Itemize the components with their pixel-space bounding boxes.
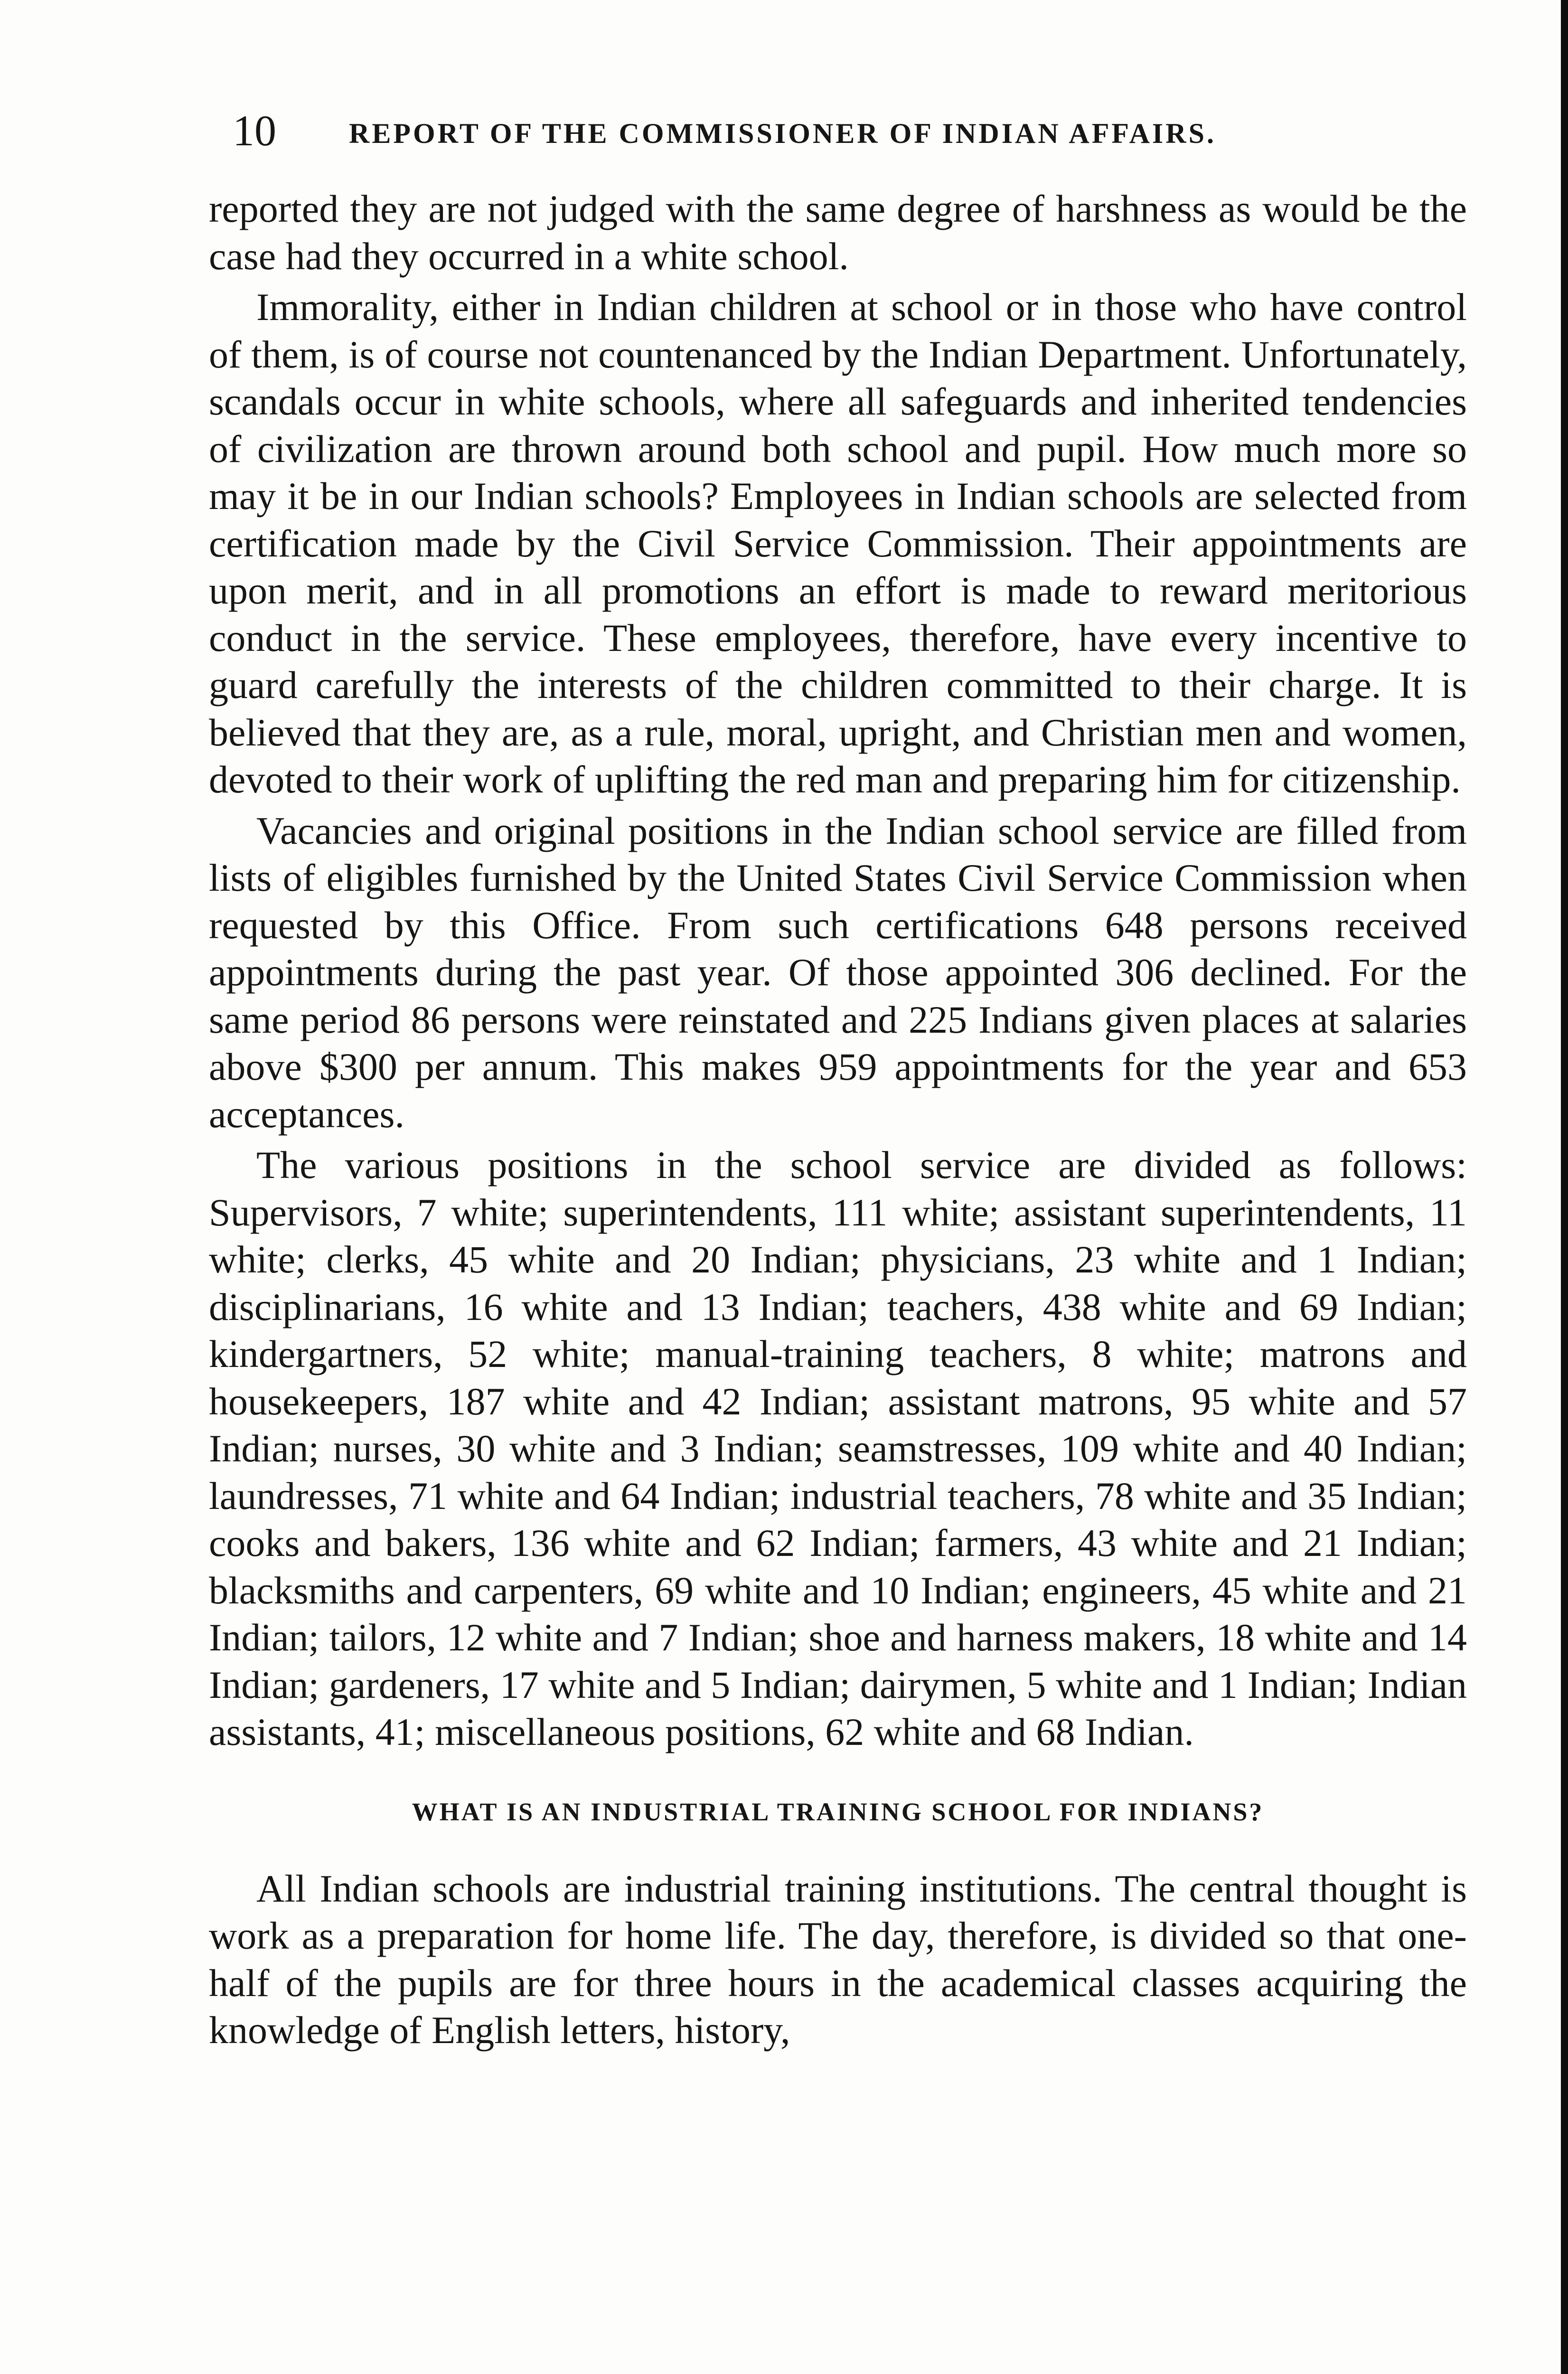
page-number: 10 [233,106,276,155]
running-title: REPORT OF THE COMMISSIONER OF INDIAN AFFAIRS. [349,118,1216,149]
running-header [233,102,1362,159]
paragraph-continued: reported they are not judged with the same degree of harshness as would be the case had they occurred in a white school. [209,187,1467,278]
section-heading: WHAT IS AN INDUSTRIAL TRAINING SCHOOL FOR INDIANS? [412,1797,1264,1826]
paragraph-vacancies: Vacancies and original positions in the Indian school service are filled from lists of eligibles furnished by the United States Civil Service Commission when requested by this Office. From such certifications 648 persons received appointments during the past year. Of those appointed 306 declined. For the same period 86 persons were reinstated and 225 Indians given places at salaries above $300 per annum. This makes 959 appointments for the year and 653 acceptances. [209,809,1467,1136]
paragraph-immorality: Immorality, either in Indian children at school or in those who have control of them, is of course not countenanced by the Indian Department. Unfortunately, scandals occur in white schools, where all safeguards and inherited tendencies of civilization are thrown around both school and pupil. How much more so may it be in our Indian schools? Employees in Indian schools are selected from certification made by the Civil Service Commission. Their appointments are upon merit, and in all promotions an effort is made to reward meritorious conduct in the service. These employees, therefore, have every incentive to guard carefully the interests of the children committed to their charge. It is believed that they are, as a rule, moral, upright, and Christian men and women, devoted to their work of uplifting the red man and preparing him for citizenship. [209,285,1467,801]
body-text [209,185,1467,2058]
paragraph-positions: The various positions in the school service are divided as follows: Supervisors, 7 white; superintendents, 111 white; assistant superintendents, 11 white; clerks, 45 white and 20 Indian; physicians, 23 white and 1 Indian; disciplinarians, 16 white and 13 Indian; teachers, 438 white and 69 Indian; kindergartners, 52 white; manual-training teachers, 8 white; matrons and housekeepers, 187 white and 42 Indian; assistant matrons, 95 white and 57 Indian; nurses, 30 white and 3 Indian; seamstresses, 109 white and 40 Indian; laundresses, 71 white and 64 Indian; industrial teachers, 78 white and 35 Indian; cooks and bakers, 136 white and 62 Indian; farmers, 43 white and 21 Indian; blacksmiths and carpenters, 69 white and 10 Indian; engineers, 45 white and 21 Indian; tailors, 12 white and 7 Indian; shoe and harness makers, 18 white and 14 Indian; gardeners, 17 white and 5 Indian; dairymen, 5 white and 1 Indian; Indian assistants, 41; miscellaneous positions, 62 white and 68 Indian. [209,1143,1467,1753]
paragraph-industrial-training: All Indian schools are industrial training institutions. The central thought is work as a preparation for home life. The day, therefore, is divided so that one-half of the pupils are for three hours in the academical classes acquiring the knowledge of English letters, history, [209,1866,1467,2052]
scan-edge-right [1561,0,1568,2374]
